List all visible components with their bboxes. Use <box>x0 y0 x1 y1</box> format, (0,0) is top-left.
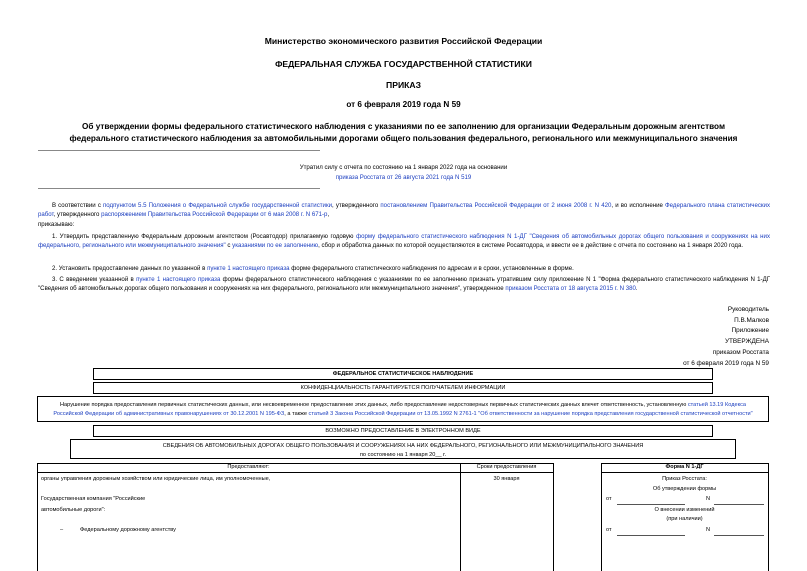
item-text: 1. Утвердить представленную Федеральным дорожным агентством (Росавтодор) прилагаемую годовую <box>52 233 357 240</box>
form-box-title <box>70 439 736 459</box>
table-border <box>768 463 769 571</box>
signer-name: П.В.Малков <box>734 316 769 324</box>
instructions-link[interactable]: указаниями по ее заполнению <box>232 242 319 249</box>
table-border <box>37 472 553 473</box>
form-box-electronic <box>93 425 713 437</box>
liability-text: Нарушение порядка предоставления первичных статистических данных, или несвоевременное предоставление этих данных, либо предоставление недостоверных первичных статистических данных влечет ответственность, установленную <box>60 402 688 408</box>
form-box-electronic-text: ВОЗМОЖНО ПРЕДОСТАВЛЕНИЕ В ЭЛЕКТРОННОМ ВИДЕ <box>325 428 481 434</box>
list-dash: – <box>60 527 64 533</box>
liability-text: , а также <box>284 410 309 417</box>
changes-number-line <box>714 535 764 536</box>
form-box-federal <box>93 368 713 380</box>
column-header-provider: Предоставляют: <box>227 464 270 470</box>
item-text: . <box>635 285 638 292</box>
deadline-row-1: 30 января <box>493 476 520 482</box>
preamble-decree: приказываю: <box>38 221 75 228</box>
preamble-text: , утвержденного <box>332 202 381 209</box>
expiry-link[interactable]: приказа Росстата от 26 августа 2021 года N 519 <box>335 173 472 181</box>
order-item-1 <box>38 232 770 250</box>
order-subject <box>30 121 777 145</box>
approved-label: УТВЕРЖДЕНА <box>724 338 769 346</box>
approval-number-line <box>714 504 764 505</box>
approval-label: Об утверждении формы <box>652 486 717 492</box>
service-heading: ФЕДЕРАЛЬНАЯ СЛУЖБА ГОСУДАРСТВЕННОЙ СТАТИСТИКИ <box>275 59 532 69</box>
preamble-text: , и во исполнение <box>611 202 665 209</box>
item-reference-link[interactable]: пункте 1 настоящего приказа <box>207 265 290 272</box>
item-text: с <box>225 242 233 249</box>
order-subject-line-1: Об утверждении формы федерального статистического наблюдения с указаниями по ее заполнению для организации Федеральным дорожным агентством <box>82 122 725 131</box>
preamble-link-plan[interactable]: Федерального плана статистических работ <box>38 202 771 218</box>
liability-law-link[interactable]: статьей 3 Закона Российской Федерации от 13.05.1992 N 2761-1 "Об ответственности за нарушение порядка представления государственной статистической отчетности" <box>308 410 753 417</box>
form-box-federal-text: ФЕДЕРАЛЬНОЕ СТАТИСТИЧЕСКОЕ НАБЛЮДЕНИЕ <box>332 371 474 377</box>
signer-role: Руководитель <box>727 306 769 313</box>
if-any-label: (при наличии) <box>666 516 703 522</box>
table-border <box>553 463 554 571</box>
item-text: 2. Установить предоставление данных по указанной в <box>52 265 208 272</box>
divider-bottom <box>38 188 320 189</box>
table-border <box>37 463 38 571</box>
preamble-link-regulation[interactable]: подпунктом 5.5 Положения о Федеральной службе государственной статистики <box>103 202 333 209</box>
order-date-number: от 6 февраля 2019 года N 59 <box>346 100 461 109</box>
approval-date-prefix: от <box>606 496 612 502</box>
changes-label: О внесении изменений <box>654 507 715 513</box>
previous-order-link[interactable]: приказом Росстата от 18 августа 2015 г. N 380 <box>505 285 636 292</box>
changes-number-prefix: N <box>706 527 711 533</box>
approval-date-line <box>617 504 685 505</box>
provider-row-agency: Федеральному дорожному агентству <box>80 527 176 533</box>
changes-date-prefix: от <box>606 527 612 533</box>
item-text: 3. С введением указанной в <box>52 276 137 283</box>
form-reporting-date: по состоянию на 1 января 20__ г. <box>359 451 447 458</box>
approval-number-prefix: N <box>706 496 711 502</box>
provider-row-state-company-cont: автомобильные дороги": <box>41 507 106 513</box>
approved-order-date: от 6 февраля 2019 года N 59 <box>683 359 769 367</box>
order-item-3 <box>38 275 770 293</box>
document-type: ПРИКАЗ <box>386 80 421 90</box>
preamble-link-resolution[interactable]: постановлением Правительства Российской Федерации от 2 июня 2008 г. N 420 <box>380 202 612 209</box>
table-border <box>601 472 769 473</box>
preamble <box>38 201 770 219</box>
divider-top <box>38 150 320 151</box>
form-box-liability <box>37 396 769 422</box>
provider-row-authorities: органы управления дорожным хозяйством или юридические лица, им уполномоченные, <box>41 476 271 482</box>
liability-code-link[interactable]: статьей 13.19 Кодекса Российской Федерации об административных правонарушениях от 30.12.2001 N 195-ФЗ <box>53 402 746 417</box>
approved-by-label: Приказ Росстата: <box>662 476 707 482</box>
form-box-confidential <box>93 382 713 394</box>
expiry-text: Утратил силу с отчета по состоянию на 1 января 2022 года на основании <box>299 164 508 171</box>
form-link[interactable]: форму федерального статистического наблюдения N 1-ДГ "Сведения об автомобильных дорогах общего пользования и сооружениях на них федерального, регионального или межмуниципального значения" <box>38 233 771 249</box>
item-text: форме федерального статистического наблюдения по адресам и в сроки, установленные в форме. <box>289 265 574 272</box>
provider-row-state-company: Государственная компания "Российские <box>41 496 146 502</box>
item-text: , сбор и обработка данных по которой осуществляются в системе Росавтодора, и ввести ее в действие с отчета по состоянию на 1 января 2020 года. <box>318 242 744 249</box>
form-box-liability-text <box>38 397 768 421</box>
item-reference-link[interactable]: пункте 1 настоящего приказа <box>136 276 221 283</box>
ministry-heading: Министерство экономического развития Российской Федерации <box>264 36 543 46</box>
order-subject-line-2: федерального статистического наблюдения за автомобильными дорогами общего пользования федерального, регионального или межмуниципального значения <box>69 134 738 143</box>
column-header-deadline: Сроки предоставления <box>476 464 537 470</box>
form-box-confidential-text: КОНФИДЕНЦИАЛЬНОСТЬ ГАРАНТИРУЕТСЯ ПОЛУЧАТЕЛЕМ ИНФОРМАЦИИ <box>300 385 506 391</box>
expiry-note <box>0 163 807 182</box>
preamble-text: В соответствии с <box>52 202 103 209</box>
order-item-2 <box>38 264 770 273</box>
preamble-text: , <box>327 211 330 218</box>
preamble-text: , утвержденного <box>53 211 102 218</box>
approved-by-order: приказом Росстата <box>712 348 769 356</box>
appendix-label: Приложение <box>731 327 769 335</box>
preamble-link-order[interactable]: распоряжением Правительства Российской Федерации от 6 мая 2008 г. N 671-р <box>101 211 328 218</box>
form-title: СВЕДЕНИЯ ОБ АВТОМОБИЛЬНЫХ ДОРОГАХ ОБЩЕГО ПОЛЬЗОВАНИЯ И СООРУЖЕНИЯХ НА НИХ ФЕДЕРАЛЬНОГО, РЕГИОНАЛЬНОГО ИЛИ МЕЖМУНИЦИПАЛЬНОГО ЗНАЧЕНИЯ <box>162 443 644 449</box>
form-code-header: Форма N 1-ДГ <box>665 464 704 470</box>
signature-block <box>683 305 769 369</box>
item-text: формы федерального статистического наблюдения с указаниями по ее заполнению признать утратившим силу приложение N 1 "Форма федерального статистического наблюдения N 1-ДГ "Сведения об автомобильных дорогах общего пользования и сооружениях на них федерального, регионального или межмуниципального значения", утвержденное <box>38 276 770 292</box>
changes-date-line <box>617 535 685 536</box>
